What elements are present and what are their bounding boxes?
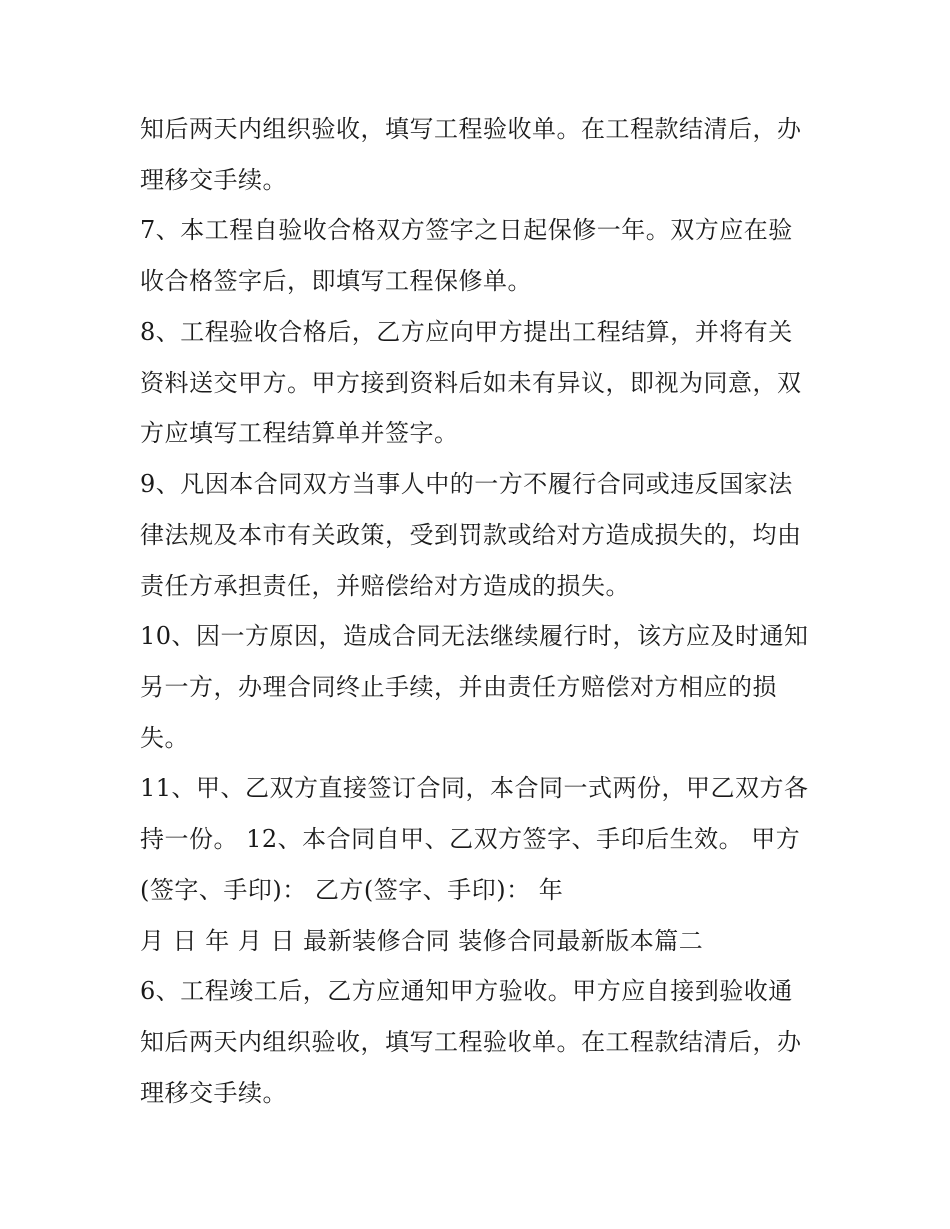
text-line: 持一份。 12、本合同自甲、乙双方签字、手印后生效。 甲方 <box>140 825 801 853</box>
text-line: 11、甲、乙双方直接签订合同，本合同一式两份，甲乙双方各 <box>140 774 809 802</box>
text-line: 失。 <box>140 724 189 752</box>
text-line: 收合格签字后，即填写工程保修单。 <box>140 267 532 295</box>
text-line: 知后两天内组织验收，填写工程验收单。在工程款结清后，办 <box>140 1028 802 1056</box>
text-line: 资料送交甲方。甲方接到资料后如未有异议，即视为同意，双 <box>140 369 802 397</box>
text-line: 8、工程验收合格后，乙方应向甲方提出工程结算，并将有关 <box>140 318 793 346</box>
text-line: 另一方，办理合同终止手续，并由责任方赔偿对方相应的损 <box>140 673 777 701</box>
text-line: 知后两天内组织验收，填写工程验收单。在工程款结清后，办 <box>140 115 802 143</box>
text-line: 方应填写工程结算单并签字。 <box>140 419 459 447</box>
text-line: 律法规及本市有关政策，受到罚款或给对方造成损失的，均由 <box>140 521 802 549</box>
text-line: 理移交手续。 <box>140 1079 287 1107</box>
text-line: 9、凡因本合同双方当事人中的一方不履行合同或违反国家法 <box>140 470 793 498</box>
text-line: 7、本工程自验收合格双方签字之日起保修一年。双方应在验 <box>140 216 793 244</box>
text-line: 月 日 年 月 日 最新装修合同 装修合同最新版本篇二 <box>140 927 704 955</box>
text-line: 6、工程竣工后，乙方应通知甲方验收。甲方应自接到验收通 <box>140 977 793 1005</box>
text-line: 理移交手续。 <box>140 166 287 194</box>
text-line: 10、因一方原因，造成合同无法继续履行时，该方应及时通知 <box>140 622 809 650</box>
text-line: 责任方承担责任，并赔偿给对方造成的损失。 <box>140 572 630 600</box>
text-line: (签字、手印)： 乙方(签字、手印)： 年 <box>140 876 564 904</box>
